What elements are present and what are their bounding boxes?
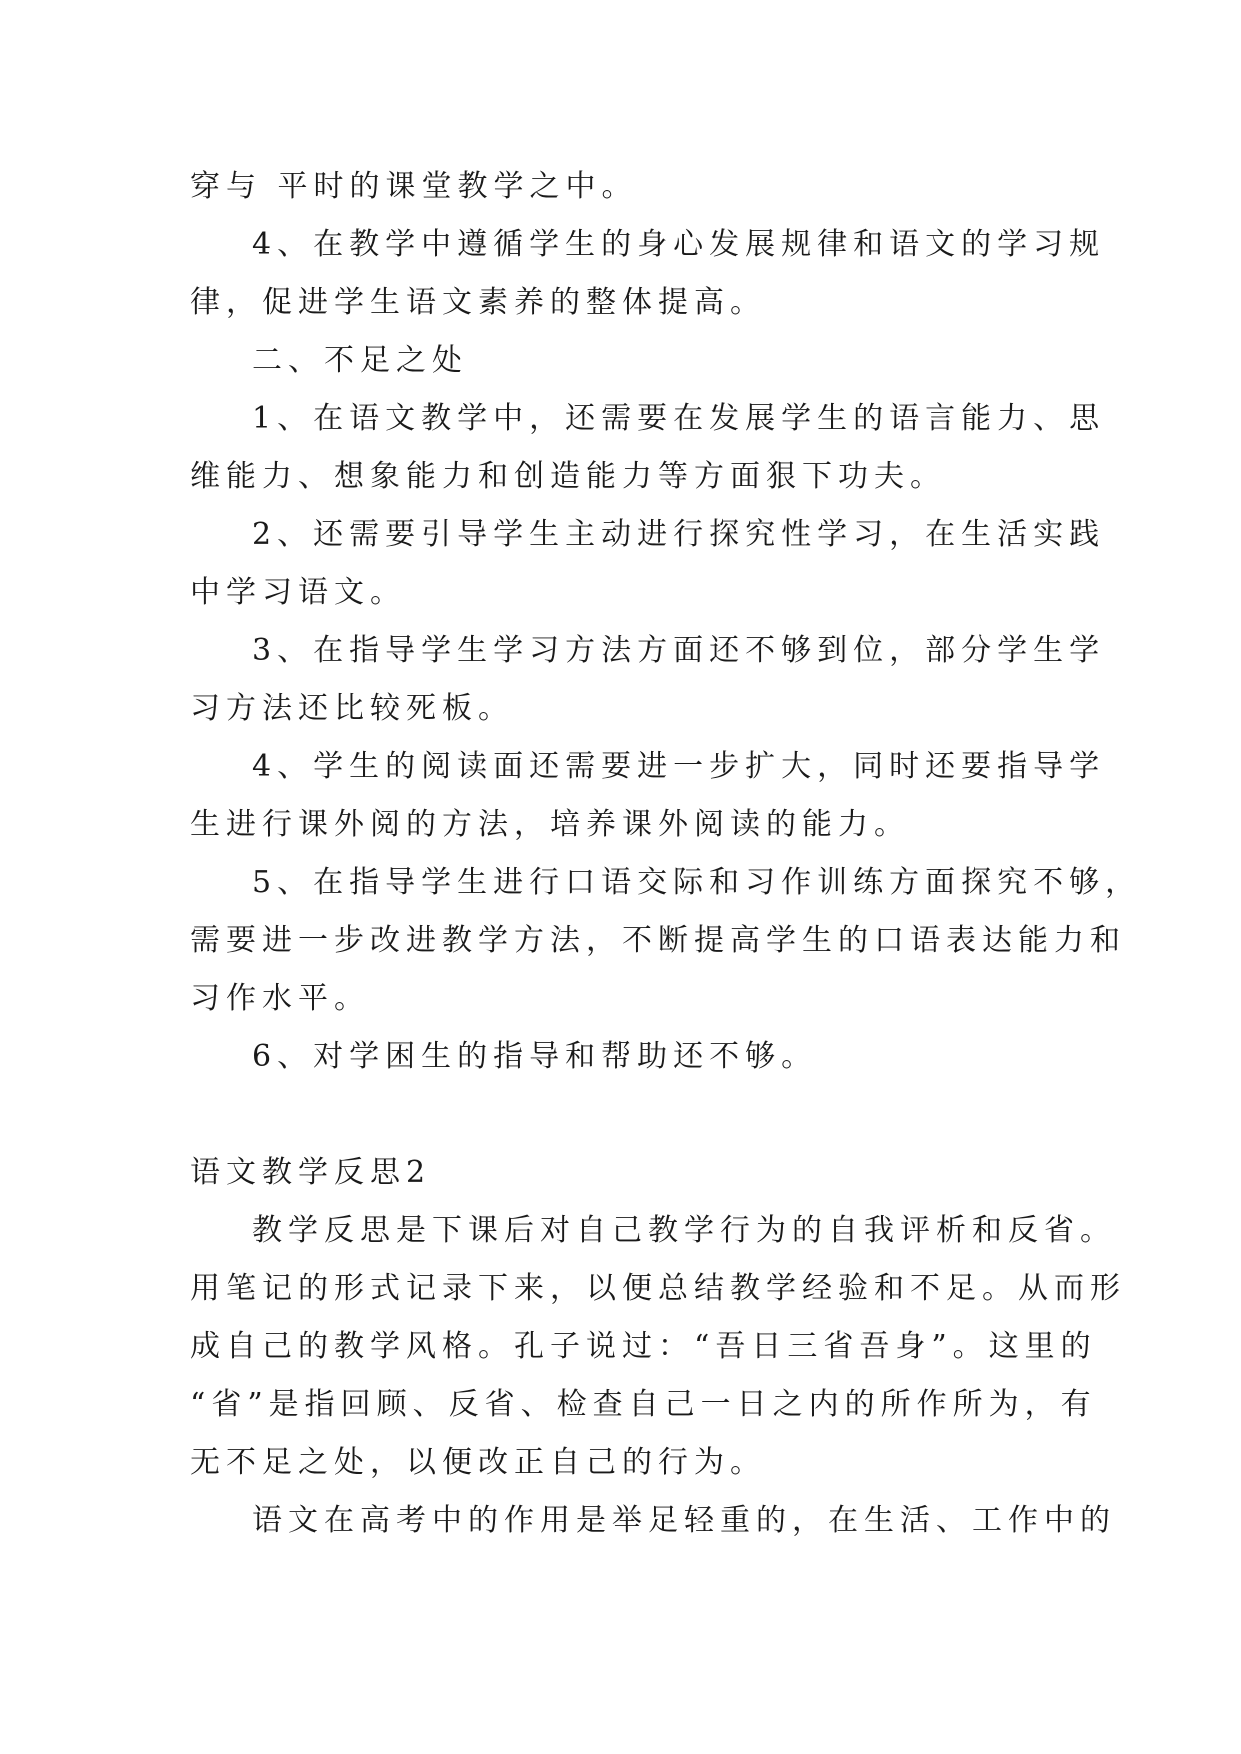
text-line: 5、在指导学生进行口语交际和习作训练方面探究不够，	[252, 865, 1142, 900]
document-page	[190, 158, 1142, 1550]
text-line: 穿与 平时的课堂教学之中。	[190, 169, 638, 204]
text-line: 4、学生的阅读面还需要进一步扩大，同时还要指导学	[252, 749, 1106, 784]
text-line: 用笔记的形式记录下来，以便总结教学经验和不足。从而形	[190, 1271, 1126, 1306]
text-line: 需要进一步改进教学方法，不断提高学生的口语表达能力和	[190, 923, 1126, 958]
text-line: 生进行课外阅的方法，培养课外阅读的能力。	[190, 807, 910, 842]
article-title: 语文教学反思2	[190, 1155, 432, 1190]
text-line: 习作水平。	[190, 981, 370, 1016]
text-line: 维能力、想象能力和创造能力等方面狠下功夫。	[190, 459, 946, 494]
text-line: 2、还需要引导学生主动进行探究性学习，在生活实践	[252, 517, 1106, 552]
text-line: “省”是指回顾、反省、检查自己一日之内的所作所为，有	[190, 1387, 1097, 1422]
text-line: 成自己的教学风格。孔子说过：“吾日三省吾身”。这里的	[190, 1329, 1097, 1364]
text-line: 中学习语文。	[190, 575, 406, 610]
paragraph-gap	[190, 1086, 1060, 1144]
text-line: 1、在语文教学中，还需要在发展学生的语言能力、思	[252, 401, 1106, 436]
text-line: 3、在指导学生学习方法方面还不够到位，部分学生学	[252, 633, 1106, 668]
text-line: 4、在教学中遵循学生的身心发展规律和语文的学习规	[252, 227, 1106, 262]
text-line: 无不足之处，以便改正自己的行为。	[190, 1445, 766, 1480]
text-line: 语文在高考中的作用是举足轻重的，在生活、工作中的	[252, 1503, 1116, 1538]
section-heading: 二、不足之处	[252, 343, 468, 378]
text-line: 习方法还比较死板。	[190, 691, 514, 726]
text-line: 6、对学困生的指导和帮助还不够。	[252, 1039, 818, 1074]
text-line: 律，促进学生语文素养的整体提高。	[190, 285, 766, 320]
text-line: 教学反思是下课后对自己教学行为的自我评析和反省。	[252, 1213, 1116, 1248]
